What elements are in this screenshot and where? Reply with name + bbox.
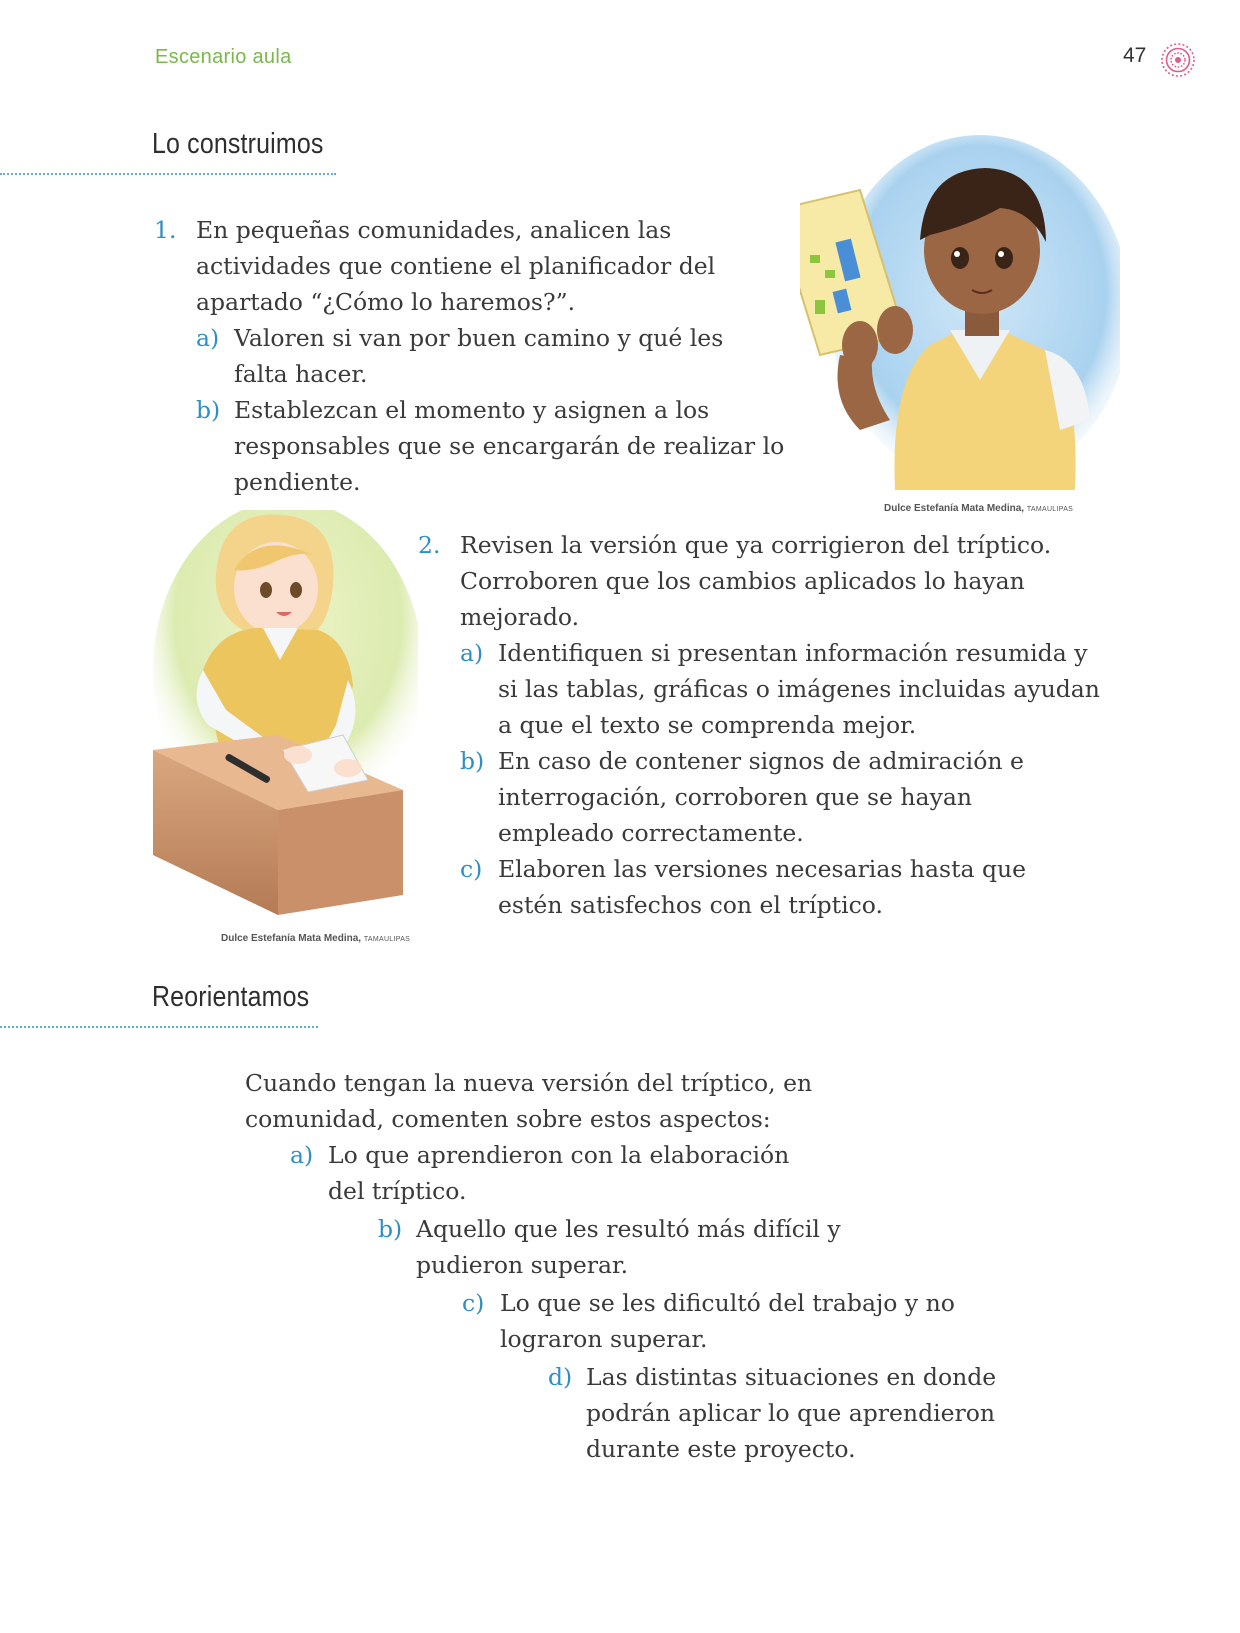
section-divider bbox=[0, 1026, 318, 1028]
credit-name: Dulce Estefanía Mata Medina, bbox=[884, 503, 1025, 514]
illustration-credit bbox=[221, 933, 410, 944]
item-label: a) bbox=[290, 1141, 314, 1169]
subitem bbox=[196, 320, 799, 392]
reorient-intro: Cuando tengan la nueva versión del tríptico, en comunidad, comenten sobre estos aspectos: bbox=[245, 1069, 813, 1133]
item-text: Las distintas situaciones en donde podrán aplicar lo que aprendieron durante este proyecto. bbox=[586, 1363, 997, 1463]
reorient-item-a bbox=[290, 1137, 850, 1209]
subitem-text: Identifiquen si presentan información resumida y si las tablas, gráficas o imágenes incluidas ayudan a que el texto se comprenda mejor. bbox=[498, 639, 1100, 739]
item-label: c) bbox=[462, 1289, 485, 1317]
credit-state: TAMAULIPAS bbox=[1026, 506, 1074, 513]
subitem-text: Establezcan el momento y asignen a los responsables que se encargarán de realizar lo pendiente. bbox=[234, 396, 785, 496]
scenario-label: Escenario aula bbox=[155, 46, 292, 68]
subitem-label: c) bbox=[460, 855, 483, 883]
subitem-text: Valoren si van por buen camino y qué les falta hacer. bbox=[234, 324, 724, 388]
reorient-item-b bbox=[378, 1211, 918, 1283]
reorient-item-d bbox=[548, 1359, 1028, 1467]
item-text: En pequeñas comunidades, analicen las actividades que contiene el planificador del apartado “¿Cómo lo haremos?”. bbox=[196, 216, 716, 316]
activity-item-2 bbox=[418, 527, 1113, 923]
illustration-credit bbox=[884, 503, 1073, 514]
section-title-lo-construimos: Lo construimos bbox=[152, 128, 324, 160]
item-number: 2. bbox=[418, 531, 441, 559]
concentric-circles-icon bbox=[1160, 42, 1196, 78]
item-label: b) bbox=[378, 1215, 403, 1243]
subitem-label: b) bbox=[196, 396, 221, 424]
item-text: Revisen la versión que ya corrigieron del tríptico. Corroboren que los cambios aplicados lo hayan mejorado. bbox=[460, 531, 1052, 631]
item-text: Lo que se les dificultó del trabajo y no lograron superar. bbox=[500, 1289, 955, 1353]
reorient-item-c bbox=[462, 1285, 1012, 1357]
credit-state: TAMAULIPAS bbox=[363, 936, 411, 943]
page-number: 47 bbox=[1123, 44, 1147, 67]
item-number: 1. bbox=[154, 216, 177, 244]
girl-working-at-desk-illustration bbox=[148, 510, 418, 920]
subitem-label: a) bbox=[196, 324, 220, 352]
subitem-label: a) bbox=[460, 639, 484, 667]
subitem-text: Elaboren las versiones necesarias hasta que estén satisfechos con el tríptico. bbox=[498, 855, 1027, 919]
subitem bbox=[460, 635, 1113, 743]
boy-reading-triptych-illustration bbox=[800, 130, 1120, 500]
item-label: d) bbox=[548, 1363, 573, 1391]
section-divider bbox=[0, 173, 336, 175]
subitem bbox=[460, 851, 1113, 923]
item-text: Aquello que les resultó más difícil y pudieron superar. bbox=[416, 1215, 841, 1279]
subitem-text: En caso de contener signos de admiración e interrogación, corroboren que se hayan empleado correctamente. bbox=[498, 747, 1024, 847]
subitem-label: b) bbox=[460, 747, 485, 775]
credit-name: Dulce Estefanía Mata Medina, bbox=[221, 933, 362, 944]
activity-item-1 bbox=[154, 212, 799, 500]
subitem bbox=[196, 392, 799, 500]
section-title-reorientamos: Reorientamos bbox=[152, 981, 310, 1013]
subitem bbox=[460, 743, 1113, 851]
item-text: Lo que aprendieron con la elaboración del tríptico. bbox=[328, 1141, 790, 1205]
